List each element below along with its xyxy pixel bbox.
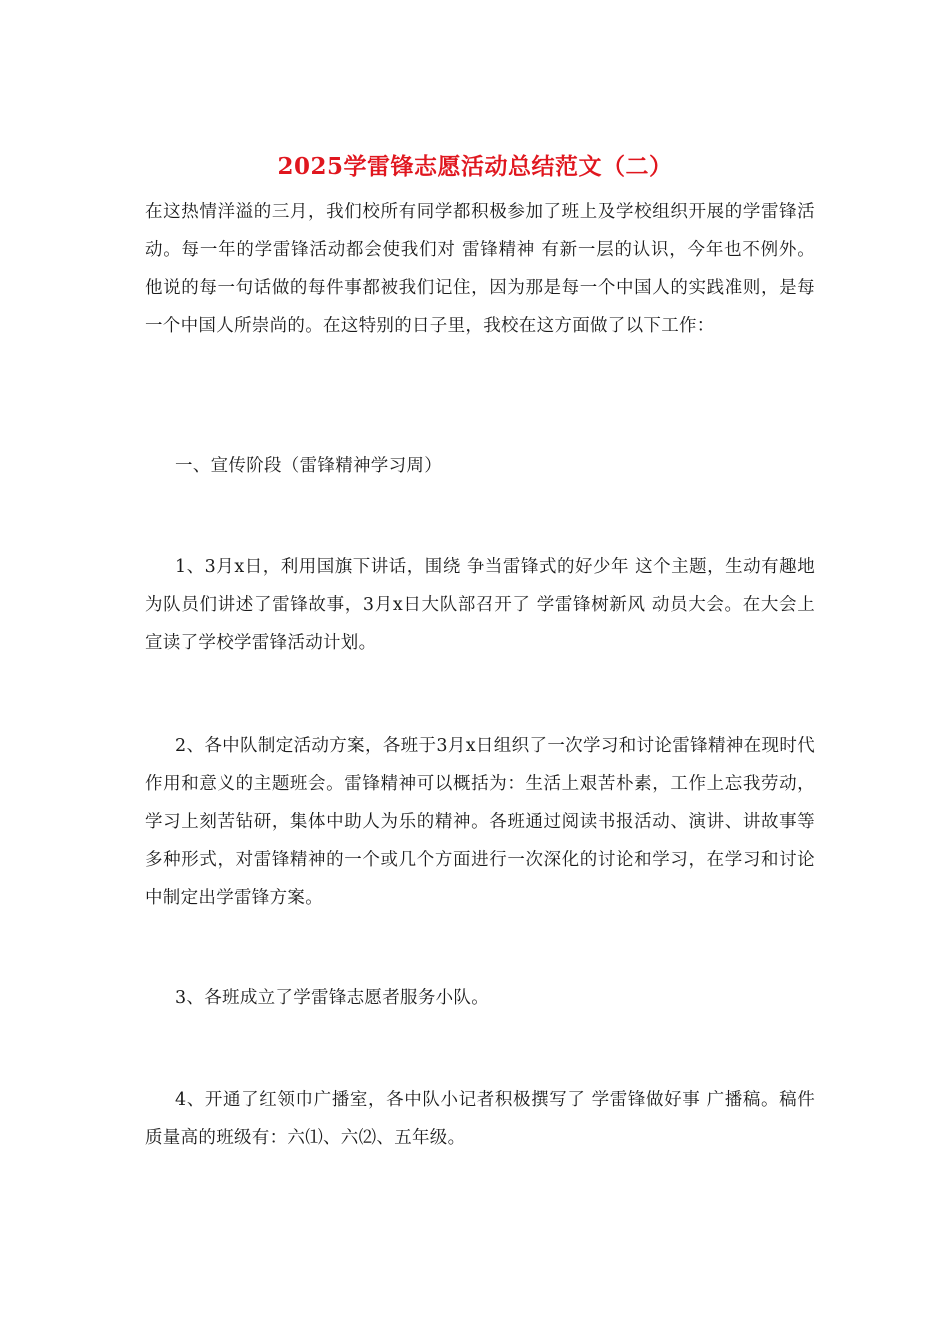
item-paragraph-3: 3、各班成立了学雷锋志愿者服务小队。 — [175, 988, 490, 1008]
document-title: 2025学雷锋志愿活动总结范文（二） — [277, 153, 673, 180]
section-heading: 一、宣传阶段（雷锋精神学习周） — [175, 456, 442, 476]
item-paragraph-2: 2、各中队制定活动方案，各班于3月x日组织了一次学习和讨论雷锋精神在现时代作用和意义的主题班会。雷锋精神可以概括为：生活上艰苦朴素，工作上忘我劳动，学习上刻苦钻研，集体中助人为乐的精神。各班通过阅读书报活动、演讲、讲故事等多种形式，对雷锋精神的一个或几个方面进行一次深化的讨论和学习，在学习和讨论中制定出学雷锋方案。 — [145, 736, 816, 908]
item-paragraph-1: 1、3月x日，利用国旗下讲话，围绕 争当雷锋式的好少年 这个主题，生动有趣地为队员们讲述了雷锋故事，3月x日大队部召开了 学雷锋树新风 动员大会。在大会上宣读了学校学雷锋活动计划。 — [145, 557, 815, 653]
intro-paragraph: 在这热情洋溢的三月，我们校所有同学都积极参加了班上及学校组织开展的学雷锋活动。每一年的学雷锋活动都会使我们对 雷锋精神 有新一层的认识，今年也不例外。他说的每一句话做的每件事都被我们记住，因为那是每一个中国人的实践准则，是每一个中国人所崇尚的。在这特别的日子里，我校在这方面做了以下工作： — [145, 202, 815, 336]
item-paragraph-4: 4、开通了红领巾广播室，各中队小记者积极撰写了 学雷锋做好事 广播稿。稿件质量高的班级有：六⑴、六⑵、五年级。 — [145, 1090, 815, 1148]
